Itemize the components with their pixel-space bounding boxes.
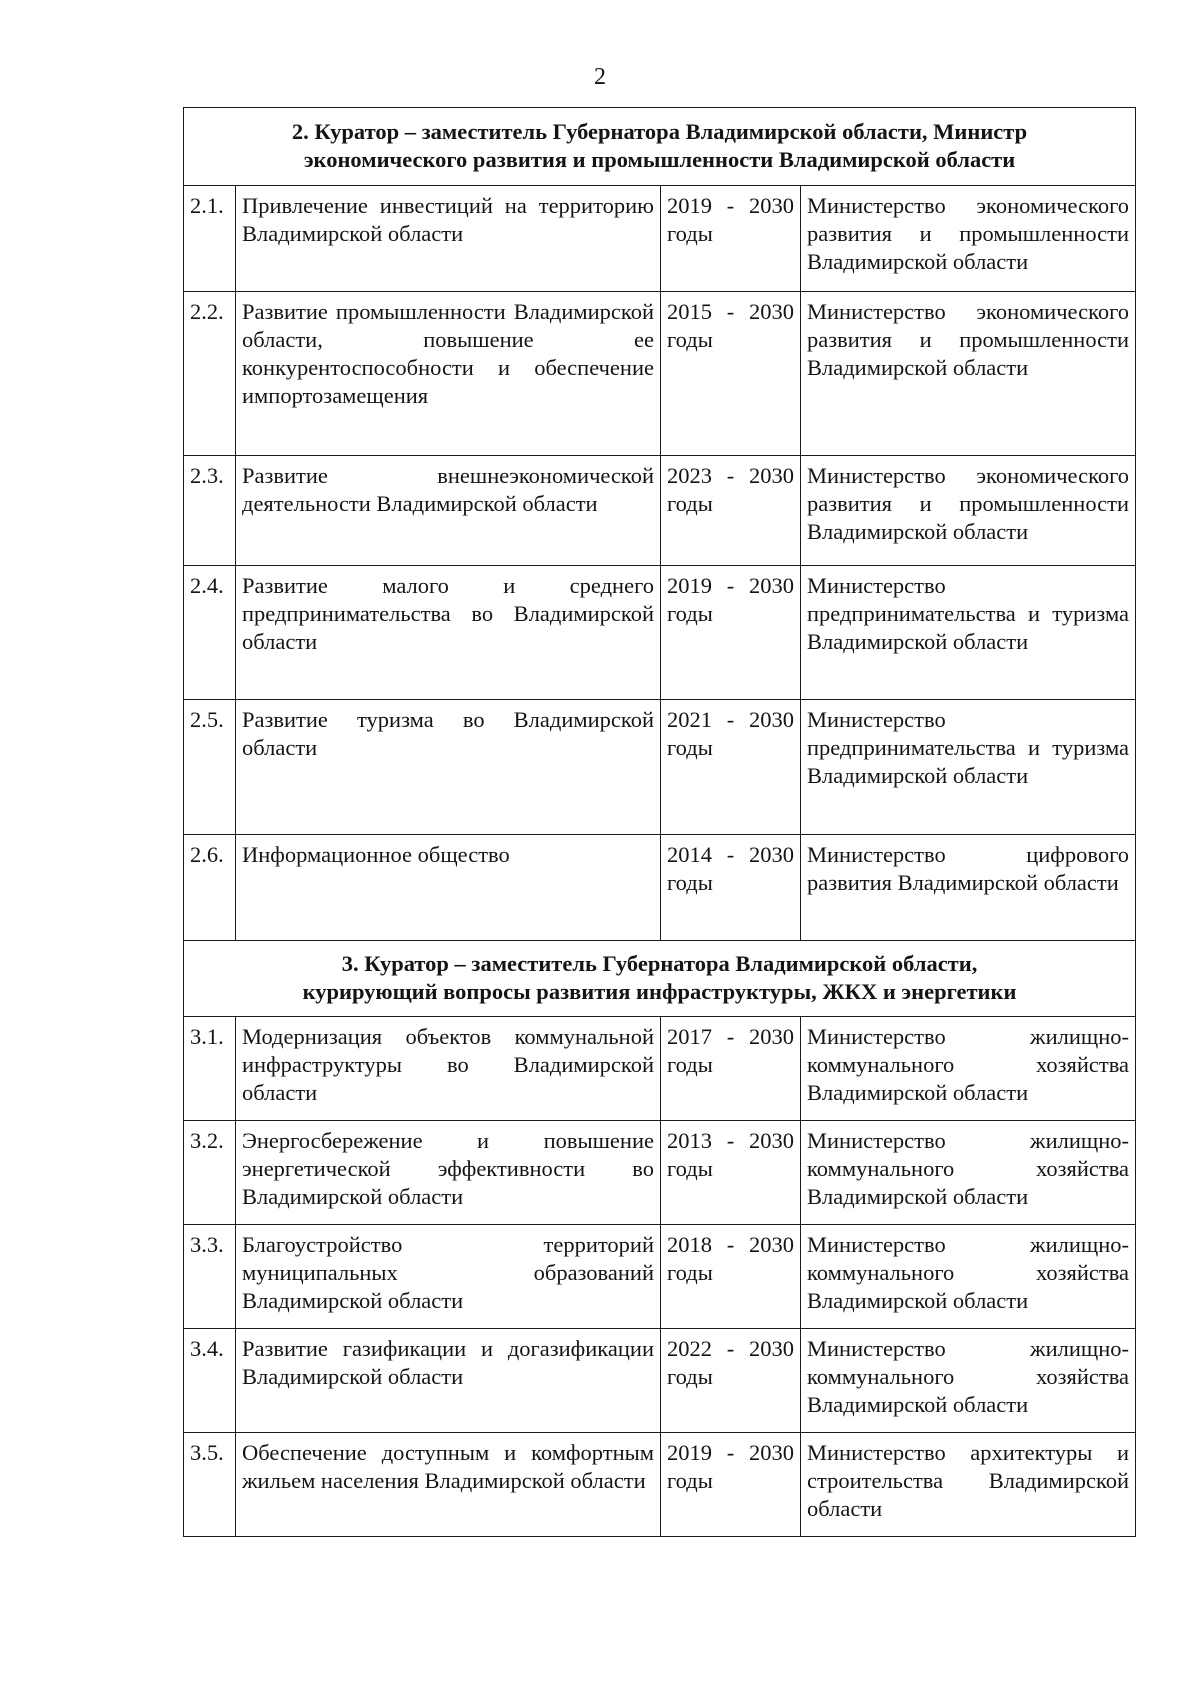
program-name: Благоустройство территорий муниципальных образований Владимирской области <box>236 1225 661 1329</box>
period <box>661 700 801 835</box>
dash-separator: - <box>726 1336 735 1361</box>
period <box>661 456 801 566</box>
year-from: 2023 <box>667 463 712 488</box>
table-row <box>184 1433 1136 1537</box>
responsible: Министерство жилищно-коммунального хозяйства Владимирской области <box>801 1121 1136 1225</box>
row-number: 2.4. <box>184 566 236 700</box>
table-row <box>184 1121 1136 1225</box>
table-row <box>184 1225 1136 1329</box>
section-title-line: курирующий вопросы развития инфраструктуры, ЖКХ и энергетики <box>302 978 1017 1004</box>
program-name: Обеспечение доступным и комфортным жильем населения Владимирской области <box>236 1433 661 1537</box>
dash-separator: - <box>726 299 735 324</box>
period-unit: годы <box>667 491 713 516</box>
row-number: 3.1. <box>184 1017 236 1121</box>
year-to: 2030 <box>749 1336 794 1361</box>
program-name: Модернизация объектов коммунальной инфраструктуры во Владимирской области <box>236 1017 661 1121</box>
year-from: 2013 <box>667 1128 712 1153</box>
period <box>661 1121 801 1225</box>
section-3 <box>184 941 1136 1537</box>
year-to: 2030 <box>749 1232 794 1257</box>
period <box>661 566 801 700</box>
year-to: 2030 <box>749 707 794 732</box>
table-row <box>184 292 1136 456</box>
row-number: 3.4. <box>184 1329 236 1433</box>
period-unit: годы <box>667 1156 713 1181</box>
period-unit: годы <box>667 1364 713 1389</box>
year-to: 2030 <box>749 463 794 488</box>
dash-separator: - <box>726 707 735 732</box>
year-from: 2021 <box>667 707 712 732</box>
year-from: 2015 <box>667 299 712 324</box>
year-to: 2030 <box>749 193 794 218</box>
period-unit: годы <box>667 1260 713 1285</box>
responsible: Министерство жилищно-коммунального хозяйства Владимирской области <box>801 1329 1136 1433</box>
period <box>661 1017 801 1121</box>
year-from: 2014 <box>667 842 712 867</box>
table-row <box>184 1017 1136 1121</box>
table-row <box>184 1329 1136 1433</box>
program-name: Информационное общество <box>236 835 661 941</box>
year-to: 2030 <box>749 842 794 867</box>
table-row <box>184 566 1136 700</box>
dash-separator: - <box>726 573 735 598</box>
program-name: Развитие газификации и догазификации Владимирской области <box>236 1329 661 1433</box>
year-to: 2030 <box>749 1440 794 1465</box>
section-title-line: 2. Куратор – заместитель Губернатора Владимирской области, Министр <box>291 118 1028 144</box>
year-from: 2018 <box>667 1232 712 1257</box>
responsible: Министерство экономического развития и промышленности Владимирской области <box>801 186 1136 292</box>
section-2 <box>184 108 1136 941</box>
page-number: 2 <box>594 64 606 90</box>
section-title <box>184 941 1136 1017</box>
year-from: 2019 <box>667 573 712 598</box>
responsible: Министерство цифрового развития Владимирской области <box>801 835 1136 941</box>
responsible: Министерство предпринимательства и туризма Владимирской области <box>801 700 1136 835</box>
program-name: Развитие туризма во Владимирской области <box>236 700 661 835</box>
row-number: 2.6. <box>184 835 236 941</box>
period <box>661 292 801 456</box>
responsible: Министерство жилищно-коммунального хозяйства Владимирской области <box>801 1225 1136 1329</box>
period-unit: годы <box>667 735 713 760</box>
row-number: 3.5. <box>184 1433 236 1537</box>
program-name: Развитие промышленности Владимирской области, повышение ее конкурентоспособности и обеспечение импортозамещения <box>236 292 661 456</box>
responsible: Министерство экономического развития и промышленности Владимирской области <box>801 456 1136 566</box>
table-row <box>184 456 1136 566</box>
year-to: 2030 <box>749 299 794 324</box>
section-header <box>184 108 1136 186</box>
period-unit: годы <box>667 1052 713 1077</box>
period-unit: годы <box>667 870 713 895</box>
period-unit: годы <box>667 601 713 626</box>
period <box>661 1329 801 1433</box>
period-unit: годы <box>667 327 713 352</box>
program-name: Развитие внешнеэкономической деятельности Владимирской области <box>236 456 661 566</box>
dash-separator: - <box>726 1440 735 1465</box>
dash-separator: - <box>726 842 735 867</box>
period <box>661 1225 801 1329</box>
year-to: 2030 <box>749 1128 794 1153</box>
section-title <box>184 108 1136 186</box>
table-row <box>184 700 1136 835</box>
year-from: 2019 <box>667 193 712 218</box>
row-number: 3.3. <box>184 1225 236 1329</box>
program-name: Энергосбережение и повышение энергетической эффективности во Владимирской области <box>236 1121 661 1225</box>
responsible: Министерство экономического развития и промышленности Владимирской области <box>801 292 1136 456</box>
responsible: Министерство жилищно-коммунального хозяйства Владимирской области <box>801 1017 1136 1121</box>
program-name: Привлечение инвестиций на территорию Владимирской области <box>236 186 661 292</box>
programs-table <box>183 107 1136 1537</box>
dash-separator: - <box>726 1232 735 1257</box>
year-from: 2019 <box>667 1440 712 1465</box>
dash-separator: - <box>726 193 735 218</box>
program-name: Развитие малого и среднего предпринимательства во Владимирской области <box>236 566 661 700</box>
dash-separator: - <box>726 1128 735 1153</box>
table-row <box>184 835 1136 941</box>
period <box>661 835 801 941</box>
year-to: 2030 <box>749 1024 794 1049</box>
dash-separator: - <box>726 463 735 488</box>
year-from: 2022 <box>667 1336 712 1361</box>
row-number: 2.3. <box>184 456 236 566</box>
period <box>661 1433 801 1537</box>
responsible: Министерство архитектуры и строительства Владимирской области <box>801 1433 1136 1537</box>
section-title-line: 3. Куратор – заместитель Губернатора Владимирской области, <box>341 950 978 976</box>
period <box>661 186 801 292</box>
section-header <box>184 941 1136 1017</box>
table-row <box>184 186 1136 292</box>
dash-separator: - <box>726 1024 735 1049</box>
responsible: Министерство предпринимательства и туризма Владимирской области <box>801 566 1136 700</box>
period-unit: годы <box>667 1468 713 1493</box>
row-number: 3.2. <box>184 1121 236 1225</box>
row-number: 2.2. <box>184 292 236 456</box>
row-number: 2.1. <box>184 186 236 292</box>
section-title-line: экономического развития и промышленности Владимирской области <box>303 146 1016 172</box>
year-to: 2030 <box>749 573 794 598</box>
period-unit: годы <box>667 221 713 246</box>
row-number: 2.5. <box>184 700 236 835</box>
year-from: 2017 <box>667 1024 712 1049</box>
